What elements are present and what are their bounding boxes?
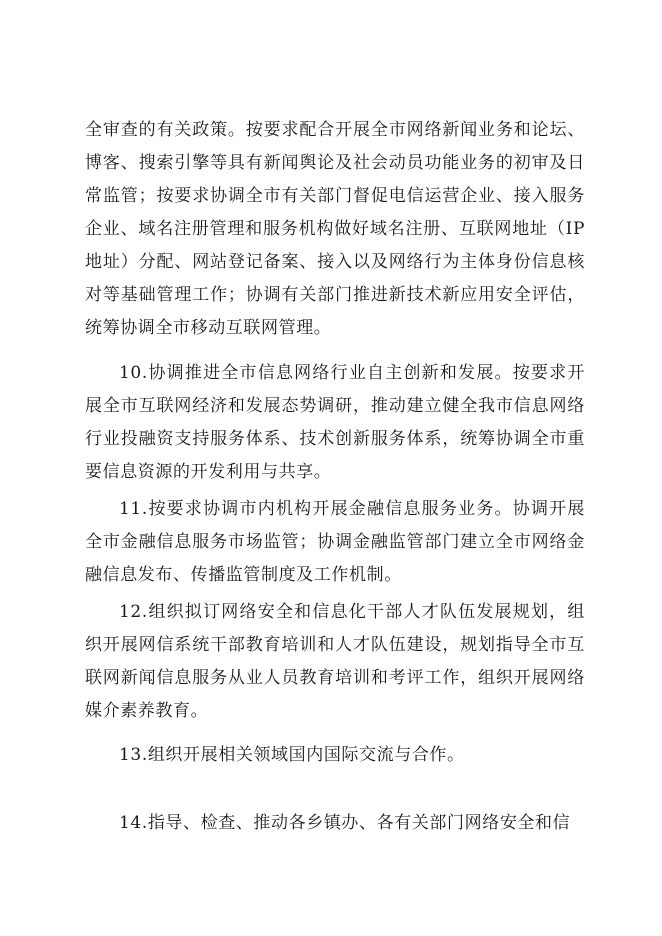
paragraph-item-10: 10.协调推进全市信息网络行业自主创新和发展。按要求开展全市互联网经济和发展态势调研，推动建立健全我市信息网络行业投融资支持服务体系、技术创新服务体系，统筹协调全市重要信息资源的开发利用与共享。: [85, 363, 585, 482]
paragraph-item-11: 11.按要求协调市内机构开展金融信息服务业务。协调开展全市金融信息服务市场监管；协调金融监管部门建立全市网络金融信息发布、传播监管制度及工作机制。: [85, 499, 585, 585]
paragraph-item-13: 13.组织开展相关领域国内国际交流与合作。: [119, 745, 465, 765]
paragraph-item-14: 14.指导、检查、推动各乡镇办、各有关部门网络安全和信: [119, 813, 571, 833]
paragraph-continued: 全审查的有关政策。按要求配合开展全市网络新闻业务和论坛、博客、搜索引擎等具有新闻舆论及社会动员功能业务的初审及日常监管；按要求协调全市有关部门督促电信运营企业、接入服务企业、域名注册管理和服务机构做好域名注册、互联网地址（IP地址）分配、网站登记备案、接入以及网络行为主体身份信息核对等基础管理工作；协调有关部门推进新技术新应用安全评估，统筹协调全市移动互联网管理。: [85, 120, 585, 338]
paragraph-item-12: 12.组织拟订网络安全和信息化干部人才队伍发展规划，组织开展网信系统干部教育培训和人才队伍建设，规划指导全市互联网新闻信息服务从业人员教育培训和考评工作，组织开展网络媒介素养教育。: [85, 602, 585, 721]
